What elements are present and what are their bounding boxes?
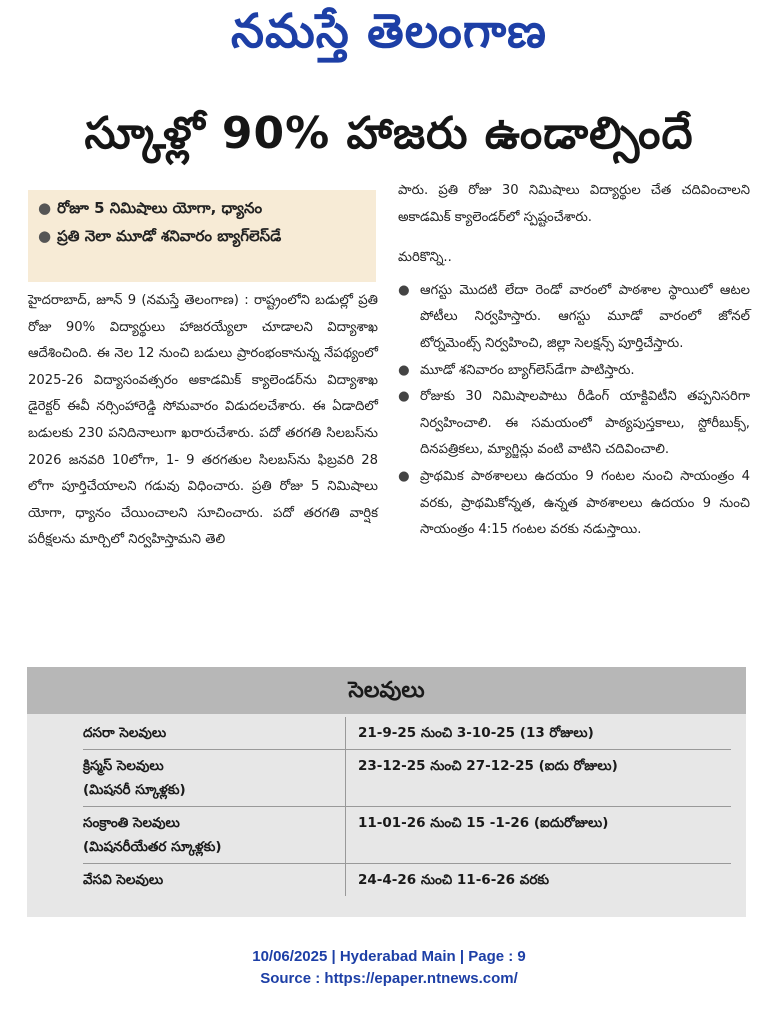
bullet-icon: ●: [398, 282, 410, 298]
bullet-icon: ●: [38, 199, 52, 217]
holiday-dates: 23-12-25 నుంచి 27-12-25 (ఐదు రోజులు): [358, 758, 618, 774]
holiday-name-cell: [83, 717, 346, 749]
holiday-dates-cell: [346, 750, 731, 806]
list-item: [398, 384, 750, 464]
footer-source-link[interactable]: Source : https://epaper.ntnews.com/: [260, 970, 518, 987]
list-item-text: ఆగస్టు మొదటి లేదా రెండో వారంలో పాఠశాల స్థాయిలో ఆటల పోటీలు నిర్వహిస్తారు. ఆగస్టు మూడో వారంలో జోనల్ టోర్నమెంట్స్ నిర్వహించి, జిల్లా సెలక్షన్స్ పూర్తిచేస్తారు.: [420, 282, 750, 351]
holiday-note: (మిషనరీ స్కూళ్లకు): [83, 782, 186, 798]
list-item: [398, 358, 750, 385]
highlight-item: [28, 218, 376, 246]
page-footer: [0, 946, 778, 990]
holiday-name-cell: [83, 750, 346, 806]
holiday-name-cell: [83, 807, 346, 863]
holiday-name: సంక్రాంతి సెలవులు: [83, 815, 180, 831]
holidays-table: [83, 717, 731, 896]
holiday-name: క్రిస్మస్ సెలవులు: [83, 758, 164, 774]
footer-date-edition: 10/06/2025 | Hyderabad Main | Page : 9: [252, 948, 526, 965]
article-headline: స్కూళ్లో 90% హాజరు ఉండాల్సిందే: [84, 108, 694, 159]
bullet-icon: ●: [398, 389, 410, 405]
holiday-dates-cell: [346, 807, 731, 863]
holiday-name: దసరా సెలవులు: [83, 725, 167, 741]
bullet-icon: ●: [398, 468, 410, 484]
table-row: [83, 807, 731, 864]
holiday-note: (మిషనరీయేతర స్కూళ్లకు): [83, 839, 222, 855]
article-paragraph: పారు. ప్రతి రోజు 30 నిమిషాలు విద్యార్థుల చేత చదివించాలని అకాడమిక్ క్యాలెండర్‌లో స్పష్టంచేశారు.: [398, 183, 750, 225]
holiday-name-cell: [83, 864, 346, 896]
bullet-icon: ●: [398, 362, 410, 378]
holiday-name: వేసవి సెలవులు: [83, 872, 164, 888]
highlight-text: ప్రతి నెలా మూడో శనివారం బ్యాగ్‌లెస్‌డే: [57, 227, 282, 245]
article-paragraph: హైదరాబాద్, జూన్ 9 (నమస్తే తెలంగాణ) : రాష్ట్రంలోని బడుల్లో ప్రతి రోజు 90% విద్యార్థులు హాజరయ్యేలా చూడాలని విద్యాశాఖ ఆదేశించింది. ఈ నెల 12 నుంచి బడులు ప్రారంభంకానున్న నేపథ్యంలో 2025-26 విద్యాసంవత్సరం అకాడమిక్ క్యాలెండర్‌ను విద్యాశాఖ డైరెక్టర్ ఈవీ నర్సింహారెడ్డి సోమవారం విడుదలచేశారు. ఈ ఏడాదిలో బడులకు 230 పనిదినాలుగా ఖరారుచేశారు. పదో తరగతి సిలబస్‌ను 2026 జనవరి 10లోగా, 1- 9 తరగతుల సిలబస్‌ను ఫిబ్రవరి 28 లోగా పూర్తిచేయాలని గడువు విధించారు. ప్రతి రోజు 5 నిమిషాలు యోగా, ధ్యానం చేయించాలని సూచించారు. పదో తరగతి వార్షిక పరీక్షలను మార్చిలో నిర్వహిస్తామని తెలి: [28, 293, 378, 548]
holidays-title: సెలవులు: [27, 667, 746, 714]
list-item: [398, 464, 750, 544]
highlight-item: [28, 190, 376, 218]
holiday-dates: 21-9-25 నుంచి 3-10-25 (13 రోజులు): [358, 725, 594, 741]
holidays-box: [27, 667, 746, 917]
highlight-text: రోజూ 5 నిమిషాలు యోగా, ధ్యానం: [57, 199, 263, 217]
holiday-dates: 24-4-26 నుంచి 11-6-26 వరకు: [358, 872, 550, 888]
holiday-dates-cell: [346, 864, 731, 896]
table-row: [83, 864, 731, 896]
list-item-text: ప్రాథమిక పాఠశాలలు ఉదయం 9 గంటల నుంచి సాయంత్రం 4 వరకు, ప్రాథమికోన్నత, ఉన్నత పాఠశాలలు ఉదయం 9 నుంచి సాయంత్రం 4:15 గంటల వరకు నడుస్తాయి.: [420, 468, 750, 538]
table-row: [83, 717, 731, 750]
table-row: [83, 750, 731, 807]
holiday-dates: 11-01-26 నుంచి 15 -1-26 (ఐదురోజులు): [358, 815, 609, 831]
list-item-text: రోజుకు 30 నిమిషాలపాటు రీడింగ్ యాక్టివిటీని తప్పనిసరిగా నిర్వహించాలి. ఈ సమయంలో పాఠ్యపుస్తకాలు, స్టోరీబుక్స్, దినపత్రికలు, మ్యాగ్జిన్లు వంటి వాటిని చదివించాలి.: [420, 389, 750, 458]
highlights-box: [28, 190, 376, 282]
list-item-text: మూడో శనివారం బ్యాగ్‌లెస్‌డేగా పాటిస్తారు.: [420, 362, 635, 378]
masthead-logo: నమస్తే తెలంగాణ: [231, 4, 547, 59]
list-item: [398, 278, 750, 358]
holiday-dates-cell: [346, 717, 731, 749]
bullet-icon: ●: [38, 227, 52, 245]
article-right-column: [398, 178, 750, 544]
article-left-column: [28, 288, 378, 554]
more-label: మరికొన్ని..: [398, 250, 452, 266]
